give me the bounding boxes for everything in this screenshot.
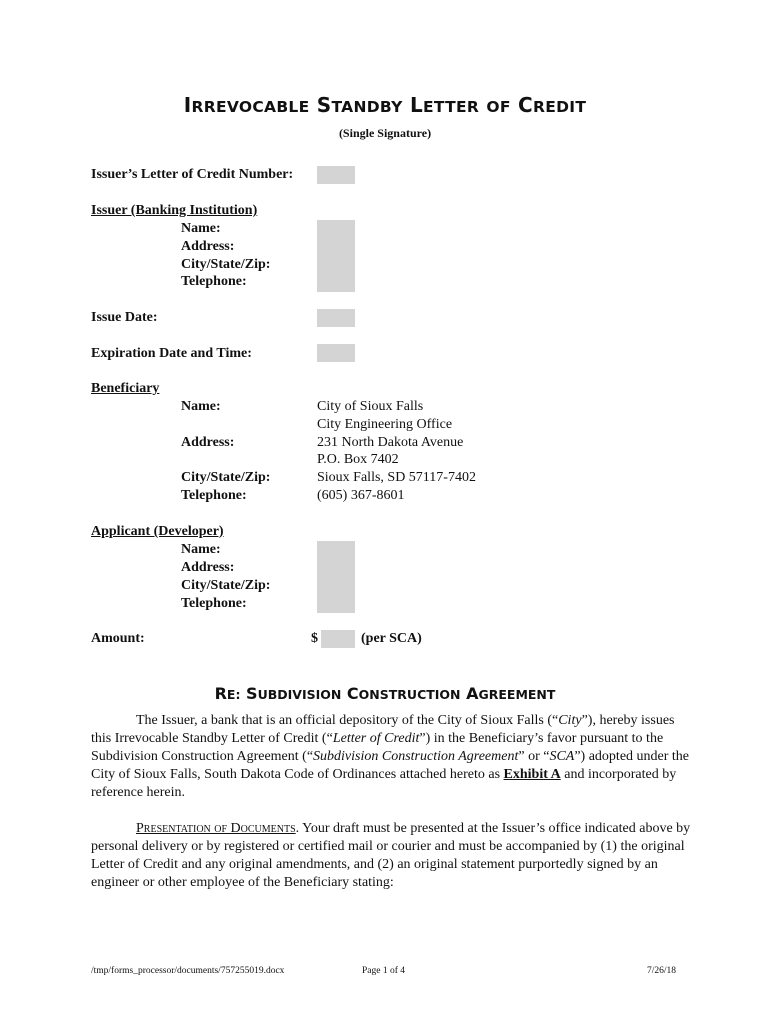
beneficiary-name-line2: City Engineering Office <box>317 417 453 432</box>
section-heading: RE: SUBDIVISION CONSTRUCTION AGREEMENT <box>214 684 556 703</box>
document-subtitle: (Single Signature) <box>338 126 432 140</box>
issuer-heading: Issuer (Banking Institution) <box>91 203 258 218</box>
applicant-name-label: Name: <box>181 542 221 557</box>
issuer-phone-label: Telephone: <box>181 274 247 289</box>
beneficiary-name-label: Name: <box>181 399 221 414</box>
beneficiary-heading: Beneficiary <box>91 381 160 396</box>
beneficiary-name-line1: City of Sioux Falls <box>317 399 424 414</box>
applicant-address-label: Address: <box>181 560 235 575</box>
amount-suffix: (per SCA) <box>361 631 422 646</box>
presentation-paragraph: Presentation of Documents. Your draft must be presented at the Issuer’s office indicated above by personal delivery or by registered or certified mail or courier and must be accompanied by (1) the original Letter of Credit and any original amendments, and (2) an original statement purportedly signed by an engineer or other employee of the Beneficiary stating: <box>91 821 691 890</box>
issuer-city-field[interactable] <box>317 256 355 274</box>
applicant-phone-label: Telephone: <box>181 596 247 611</box>
exhibit-a-reference: Exhibit A <box>503 767 561 782</box>
beneficiary-city-label: City/State/Zip: <box>181 470 271 485</box>
amount-field[interactable] <box>321 630 355 648</box>
amount-currency: $ <box>311 631 318 646</box>
applicant-city-label: City/State/Zip: <box>181 578 271 593</box>
beneficiary-phone-label: Telephone: <box>181 488 247 503</box>
beneficiary-phone: (605) 367-8601 <box>317 488 405 503</box>
issue-date-label: Issue Date: <box>91 310 158 325</box>
beneficiary-address-line2: P.O. Box 7402 <box>317 452 399 467</box>
applicant-address-field[interactable] <box>317 559 355 577</box>
issuer-city-label: City/State/Zip: <box>181 257 271 272</box>
loc-number-field[interactable] <box>317 166 355 184</box>
beneficiary-city: Sioux Falls, SD 57117-7402 <box>317 470 476 485</box>
applicant-phone-field[interactable] <box>317 595 355 613</box>
issuer-address-field[interactable] <box>317 238 355 256</box>
footer-date: 7/26/18 <box>647 966 677 976</box>
issuer-address-label: Address: <box>181 239 235 254</box>
beneficiary-address-line1: 231 North Dakota Avenue <box>317 435 464 450</box>
issue-date-field[interactable] <box>317 309 355 327</box>
applicant-city-field[interactable] <box>317 577 355 595</box>
intro-paragraph: The Issuer, a bank that is an official depository of the City of Sioux Falls (“City”), hereby issues this Irrevocable Standby Letter of Credit (“Letter of Credit”) in the Beneficiary’s favor pursuant to the Subdivision Construction Agreement (“Subdivision Construction Agreement” or “SCA”) adopted under the City of Sioux Falls, South Dakota Code of Ordinances attached hereto as Exhibit A and incorporated by reference herein. <box>91 713 690 800</box>
loc-number-label: Issuer’s Letter of Credit Number: <box>91 167 294 182</box>
footer-file-path: /tmp/forms_processor/documents/757255019.docx <box>91 966 285 976</box>
expiration-field[interactable] <box>317 344 355 362</box>
document-title: IRREVOCABLE STANDBY LETTER OF CREDIT <box>183 93 587 117</box>
amount-label: Amount: <box>91 631 145 646</box>
applicant-heading: Applicant (Developer) <box>91 524 224 539</box>
expiration-label: Expiration Date and Time: <box>91 346 252 361</box>
issuer-phone-field[interactable] <box>317 274 355 292</box>
presentation-heading: Presentation of Documents <box>136 821 296 836</box>
issuer-name-field[interactable] <box>317 220 355 238</box>
beneficiary-address-label: Address: <box>181 435 235 450</box>
applicant-name-field[interactable] <box>317 541 355 559</box>
footer-page-number: Page 1 of 4 <box>362 966 406 976</box>
issuer-name-label: Name: <box>181 221 221 236</box>
